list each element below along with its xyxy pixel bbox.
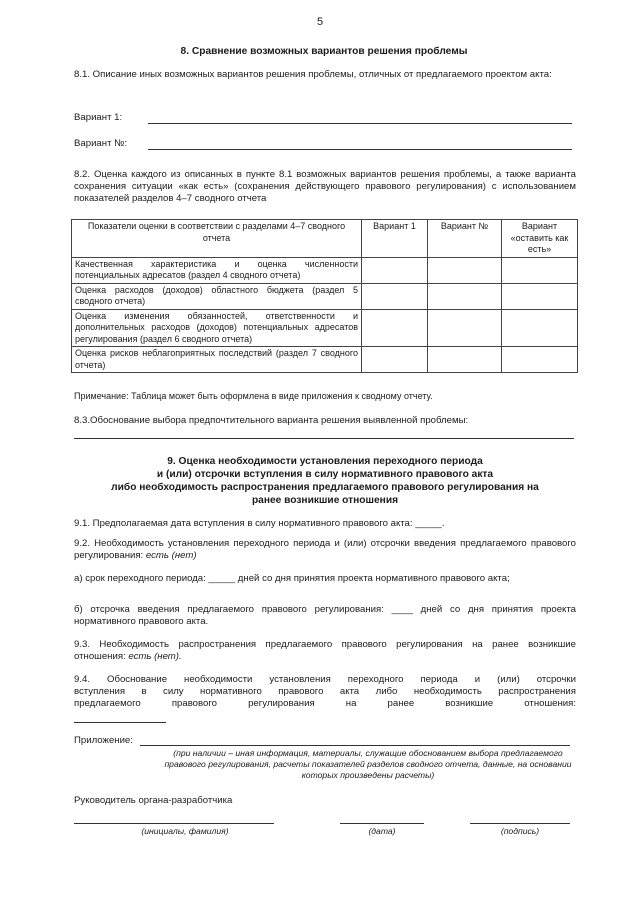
appendix-hint: (при наличии – иная информация, материалы, служащие обоснованием выбора предлагаемого правового регулирования, расчеты показателей разделов сводного отчета, данные, на основании которых произведены расчеты) [164,748,572,780]
paragraph-9-4-line-fill [74,722,166,723]
table-note: Примечание: Таблица может быть оформлена в виде приложения к сводному отчету. [74,391,433,401]
paragraph-9-2-a: а) срок переходного периода: _____ дней со дня принятия проекта нормативного правового акта; [74,573,510,584]
signature-line [470,823,570,824]
variant-1-line [148,123,572,124]
variant-n-line [148,149,572,150]
table-row [72,283,578,309]
paragraph-9-4-line: предлагаемого правового регулирования на ранее возникшие отношения: [74,697,576,709]
table-cell [362,309,428,347]
section-9-title-line: и (или) отсрочки вступления в силу нормативного правового акта [156,469,494,480]
table-cell [428,309,502,347]
paragraph-9-2-text: 9.2. Необходимость установления переходного периода и (или) отсрочки введения предлагаемого правового регулирования: [74,538,576,561]
page-number: 5 [316,16,324,28]
table-row-label: Оценка изменения обязанностей, ответственности и дополнительных расходов (доходов) потенциальных адресатов регулирования (раздел 6 сводного отчета) [72,309,362,347]
signature-caption: (подпись) [500,826,540,836]
comparison-table [71,219,578,373]
appendix-line [140,745,570,746]
date-caption: (дата) [368,826,396,836]
head-label: Руководитель органа-разработчика [74,795,233,806]
table-header-cell: Вариант «оставить как есть» [502,220,578,258]
table-row [72,257,578,283]
table-cell [428,347,502,373]
paragraph-8-3: 8.3.Обоснование выбора предпочтительного варианта решения выявленной проблемы: [74,415,469,426]
table-cell [502,257,578,283]
table-cell [362,257,428,283]
paragraph-9-3 [74,639,576,663]
table-row [72,309,578,347]
paragraph-9-2 [74,538,576,562]
date-line [340,823,424,824]
section-9-title-line: ранее возникшие отношения [251,495,399,506]
initials-caption: (инициалы, фамилия) [141,826,229,836]
table-row [72,347,578,373]
table-cell [428,257,502,283]
initials-line [74,823,274,824]
appendix-label: Приложение: [74,735,133,746]
table-cell [502,347,578,373]
table-cell [362,283,428,309]
table-row-label: Оценка рисков неблагоприятных последствий (раздел 7 сводного отчета) [72,347,362,373]
paragraph-8-2: 8.2. Оценка каждого из описанных в пункте 8.1 возможных вариантов решения проблемы, а также варианта сохранения ситуации «как есть» (сохранения действующего правового регулирования) с использованием показателей разделов 4–7 сводного отчета [74,169,576,204]
variant-n-label: Вариант №: [74,138,128,149]
paragraph-9-1: 9.1. Предполагаемая дата вступления в силу нормативного правового акта: _____. [74,518,445,529]
paragraph-9-4-line: вступления в силу нормативного правового акта либо необходимость распространения [74,685,576,697]
section-9-title-line: либо необходимость распространения предлагаемого правового регулирования на [111,482,539,493]
section-9-title-line: 9. Оценка необходимости установления переходного периода [167,456,483,467]
variant-1-label: Вариант 1: [74,112,123,123]
paragraph-9-2-value: есть (нет) [145,549,197,561]
paragraph-9-4-line: 9.4. Обоснование необходимости установления переходного периода и (или) отсрочки [74,674,576,685]
paragraph-9-3-text: 9.3. Необходимость распространения предлагаемого правового регулирования на ранее возникшие отношения: [74,639,576,662]
paragraph-9-4 [74,674,576,710]
table-header-row [72,220,578,258]
paragraph-9-3-value: есть (нет). [128,650,182,662]
paragraph-8-1: 8.1. Описание иных возможных вариантов решения проблемы, отличных от предлагаемого проектом акта: [74,69,552,80]
table-cell [502,309,578,347]
section-8-title: 8. Сравнение возможных вариантов решения проблемы [180,46,468,57]
paragraph-8-3-line [74,438,574,439]
table-header-cell: Показатели оценки в соответствии с разделами 4–7 сводного отчета [72,220,362,258]
table-cell [362,347,428,373]
table-cell [428,283,502,309]
section-9-title [60,455,590,507]
table-row-label: Оценка расходов (доходов) областного бюджета (раздел 5 сводного отчета) [72,283,362,309]
table-row-label: Качественная характеристика и оценка численности потенциальных адресатов (раздел 4 сводного отчета) [72,257,362,283]
table-header-cell: Вариант 1 [362,220,428,258]
paragraph-9-2-b: б) отсрочка введения предлагаемого правового регулирования: ____ дней со дня принятия проекта нормативного правового акта. [74,604,576,627]
table-cell [502,283,578,309]
comparison-table-wrap [71,219,578,373]
table-header-cell: Вариант № [428,220,502,258]
